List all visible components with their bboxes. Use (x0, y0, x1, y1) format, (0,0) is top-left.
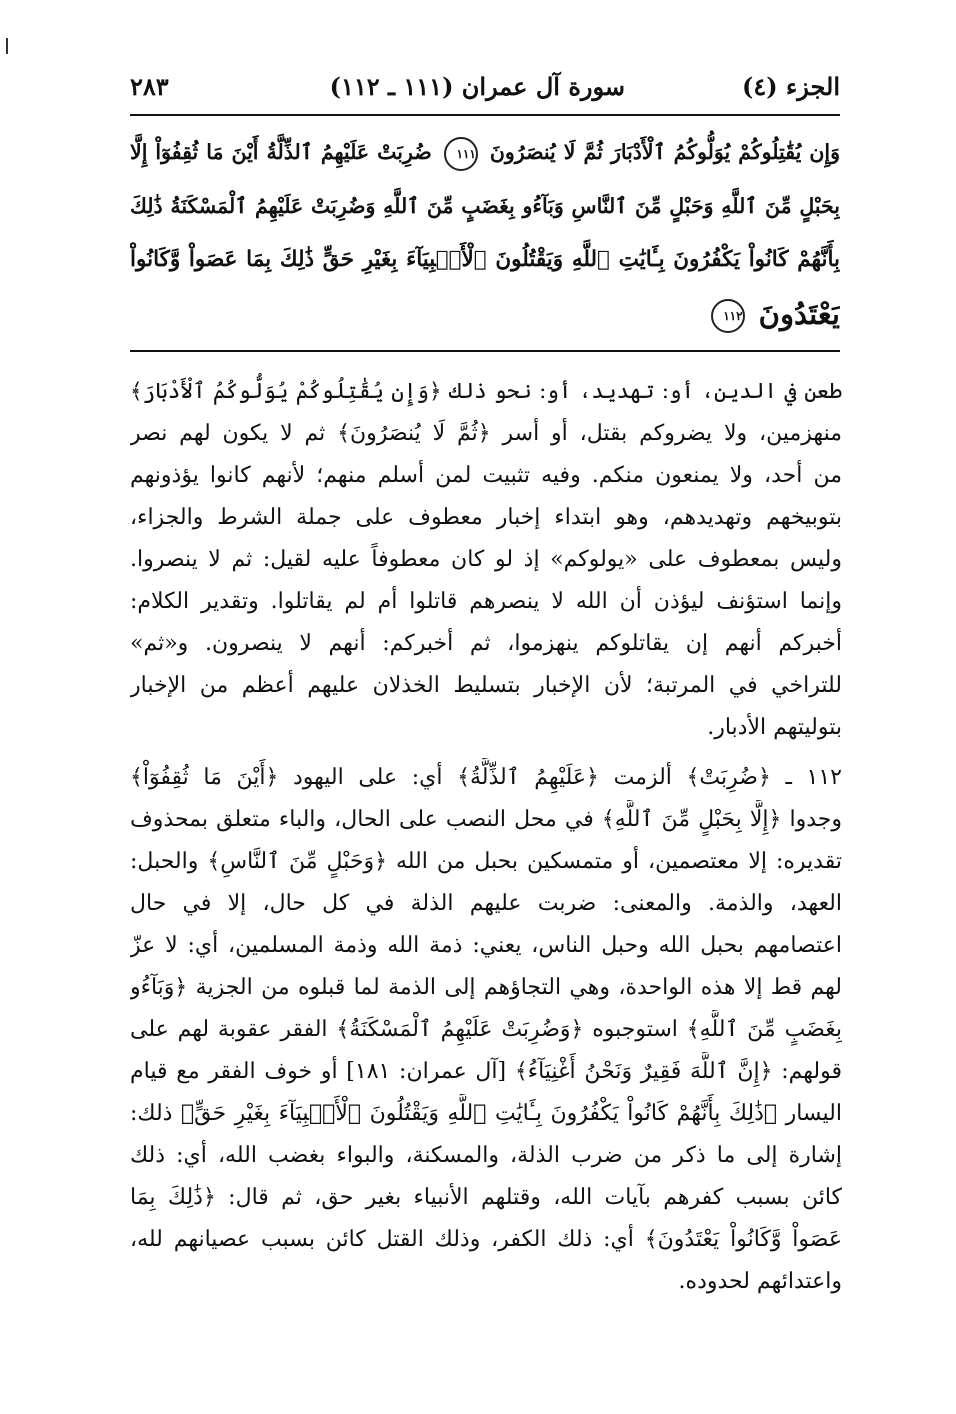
juz-label: الجزء (٤) (742, 72, 840, 101)
verse-line (130, 288, 840, 340)
ayah-number-marker: ١١١ (444, 137, 478, 171)
commentary-line: قولهم: ﴿إِنَّ ٱللَّهَ فَقِيرٌ وَنَحْنُ أَغْنِيَآءُ﴾ [آل عمران: ١٨١] أو خوف الفقر مع قيام (130, 1059, 842, 1084)
commentary-line: اليسار ﴿ذَٰلِكَ بِأَنَّهُمْ كَانُواْ يَكْفُرُونَ بِـَٔايَٰتِ ٱللَّهِ وَيَقْتُلُونَ ٱلْأَنۢبِيَآءَ بِغَيْرِ حَقٍّ﴾ ذلك: (130, 1101, 842, 1126)
commentary-line: واعتدائهم لحدوده. (678, 1269, 842, 1294)
commentary-line: للتراخي في المرتبة؛ لأن الإخبار بتسليط الخذلان عليهم أعظم من الإخبار (130, 673, 842, 698)
verse-line: بِحَبْلٍ مِّنَ ٱللَّهِ وَحَبْلٍ مِّنَ ٱلنَّاسِ وَبَآءُو بِغَضَبٍ مِّنَ ٱللَّهِ وَضُرِبَتْ عَلَيْهِمُ ٱلْمَسْكَنَةُ ذَٰلِكَ (130, 194, 840, 218)
commentary-line: وجدوا ﴿إِلَّا بِحَبْلٍ مِّنَ ٱللَّهِ﴾ في محل النصب على الحال، والباء متعلق بمحذوف (130, 807, 842, 832)
commentary-line: كائن بسبب كفرهم بآيات الله، وقتلهم الأنبياء بغير حق، ثم قال: ﴿ذَٰلِكَ بِمَا (130, 1185, 842, 1210)
header-divider (130, 114, 840, 116)
commentary-line: العهد، والذمة. والمعنى: ضربت عليهم الذلة في كل حال، إلا في حال (130, 891, 842, 916)
page-header (130, 70, 840, 110)
verse-text: يَعْتَدُونَ (758, 297, 840, 331)
commentary-line: تقديره: إلا معتصمين، أو متمسكين بحبل من الله ﴿وَحَبْلٍ مِّنَ ٱلنَّاسِ﴾ والحبل: (130, 849, 842, 874)
verse-text: وَإِن يُقَٰتِلُوكُمْ يُوَلُّوكُمُ ٱلْأَدْبَارَ ثُمَّ لَا يُنصَرُونَ (489, 140, 840, 164)
commentary-line: وإنما استؤنف ليؤذن أن الله لا ينصرهم قاتلوا أم لم يقاتلوا. وتقدير الكلام: (130, 589, 842, 614)
commentary-line: منهزمين، ولا يضروكم بقتل، أو أسر ﴿ثُمَّ لَا يُنصَرُونَ﴾ ثم لا يكون لهم نصر (130, 421, 842, 446)
ayah-number-marker: ١١٢ (711, 299, 745, 333)
commentary-line: اعتصامهم بحبل الله وحبل الناس، يعني: ذمة الله وذمة المسلمين، أي: لا عزّ (130, 933, 842, 958)
verse-divider (130, 350, 840, 352)
tafsir-commentary (130, 372, 842, 1332)
commentary-line: ١١٢ ـ ﴿ضُرِبَتْ﴾ ألزمت ﴿عَلَيْهِمُ ٱلذِّلَّةُ﴾ أي: على اليهود ﴿أَيْنَ مَا ثُقِفُوٓاْ﴾ (130, 765, 842, 790)
page-number: ٢٨٣ (130, 72, 169, 101)
scan-edge-mark (6, 38, 8, 54)
commentary-line: طعن في الدين، أو: تهديد، أو: نحو ذلك ﴿وَإِن يُقَٰتِلُوكُمْ يُوَلُّوكُمُ ٱلْأَدْبَارَ﴾ (130, 379, 842, 404)
verse-line: بِأَنَّهُمْ كَانُواْ يَكْفُرُونَ بِـَٔايَٰتِ ٱللَّهِ وَيَقْتُلُونَ ٱلْأَنۢبِيَآءَ بِغَيْرِ حَقٍّ ذَٰلِكَ بِمَا عَصَواْ وَّكَانُواْ (130, 247, 840, 272)
commentary-line: بِغَضَبٍ مِّنَ ٱللَّهِ﴾ استوجبوه ﴿وَضُرِبَتْ عَلَيْهِمُ ٱلْمَسْكَنَةُ﴾ الفقر عقوبة لهم على (130, 1017, 842, 1042)
commentary-line: بتوليتهم الأدبار. (707, 715, 842, 740)
commentary-line: وليس بمعطوف على «يولوكم» إذ لو كان معطوفاً عليه لقيل: ثم لا ينصروا. (130, 547, 842, 572)
verse-text: ضُرِبَتْ عَلَيْهِمُ ٱلذِّلَّةُ أَيْنَ مَا ثُقِفُوٓاْ إِلَّا (130, 140, 432, 164)
verse-line (130, 126, 840, 178)
commentary-line: بتوبيخهم وتهديدهم، وهو ابتداء إخبار معطوف على جملة الشرط والجزاء، (130, 505, 842, 530)
commentary-line: إشارة إلى ما ذكر من ضرب الذلة، والمسكنة، والبواء بغضب الله، أي: ذلك (130, 1143, 842, 1168)
surah-title: سورة آل عمران (١١١ ـ ١١٢) (329, 72, 625, 101)
commentary-line: أخبركم أنهم إن يقاتلوكم ينهزموا، ثم أخبركم: أنهم لا ينصرون. و«ثم» (130, 631, 842, 656)
commentary-line: لهم قط إلا هذه الواحدة، وهي التجاؤهم إلى الذمة لما قبلوه من الجزية ﴿وَبَآءُو (130, 975, 842, 1000)
commentary-line: عَصَواْ وَّكَانُواْ يَعْتَدُونَ﴾ أي: ذلك الكفر، وذلك القتل كائن بسبب عصيانهم لله، (130, 1227, 842, 1252)
quran-verses (130, 126, 840, 344)
commentary-line: من أحد، ولا يمنعون منكم. وفيه تثبيت لمن أسلم منهم؛ لأنهم كانوا يؤذونهم (130, 463, 842, 488)
